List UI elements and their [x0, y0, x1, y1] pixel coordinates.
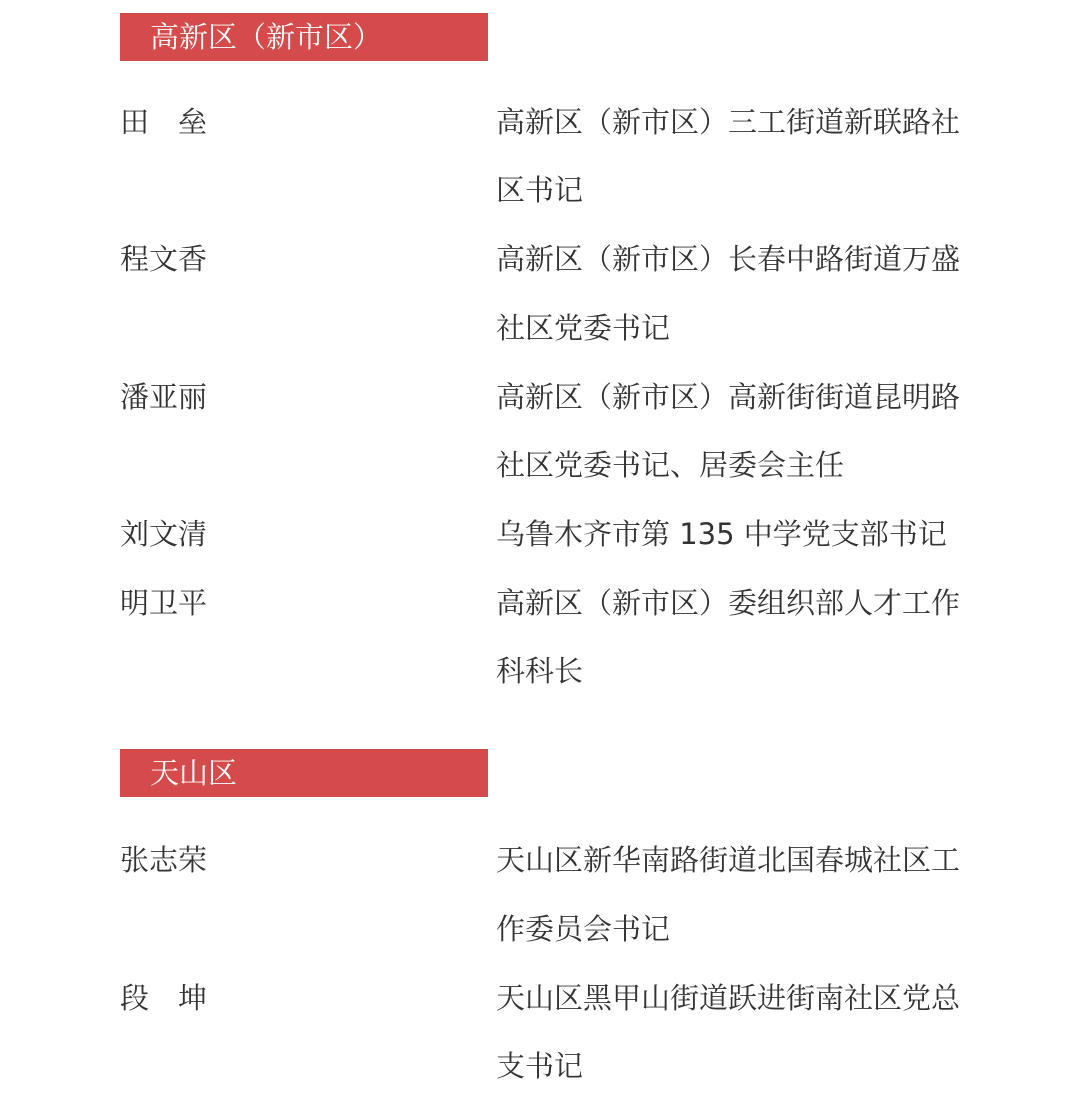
entry-name: 潘亚丽 — [120, 380, 208, 414]
entry-role-line: 社区党委书记、居委会主任 — [496, 448, 845, 482]
entry-role-line: 天山区新华南路街道北国春城社区工 — [496, 843, 961, 877]
entry-role-line: 高新区（新市区）高新街街道昆明路 — [496, 380, 961, 414]
entry-role-line: 区书记 — [496, 173, 584, 207]
entry-name: 田 垒 — [120, 105, 208, 139]
entry-name: 段 坤 — [120, 981, 208, 1015]
entry-role-line: 支书记 — [496, 1049, 584, 1083]
entry-role-line: 高新区（新市区）三工街道新联路社 — [496, 105, 961, 139]
section-header-gaoxin — [120, 13, 488, 61]
entry-role-line: 作委员会书记 — [496, 912, 671, 946]
entry-name: 明卫平 — [120, 586, 208, 620]
entry-role-line: 高新区（新市区）长春中路街道万盛 — [496, 242, 961, 276]
entry-name: 刘文清 — [120, 517, 208, 551]
entry-name: 张志荣 — [120, 843, 208, 877]
section-title: 高新区（新市区） — [150, 20, 383, 54]
entry-role-line: 高新区（新市区）委组织部人才工作 — [496, 586, 961, 620]
section-header-tianshan — [120, 749, 488, 797]
section-title: 天山区 — [150, 756, 238, 790]
entry-name: 程文香 — [120, 242, 208, 276]
entry-role-line: 社区党委书记 — [496, 311, 671, 345]
entry-role-line: 科科长 — [496, 654, 584, 688]
entry-role-line: 乌鲁木齐市第 135 中学党支部书记 — [496, 517, 947, 551]
entry-role-line: 天山区黑甲山街道跃进街南社区党总 — [496, 981, 961, 1015]
